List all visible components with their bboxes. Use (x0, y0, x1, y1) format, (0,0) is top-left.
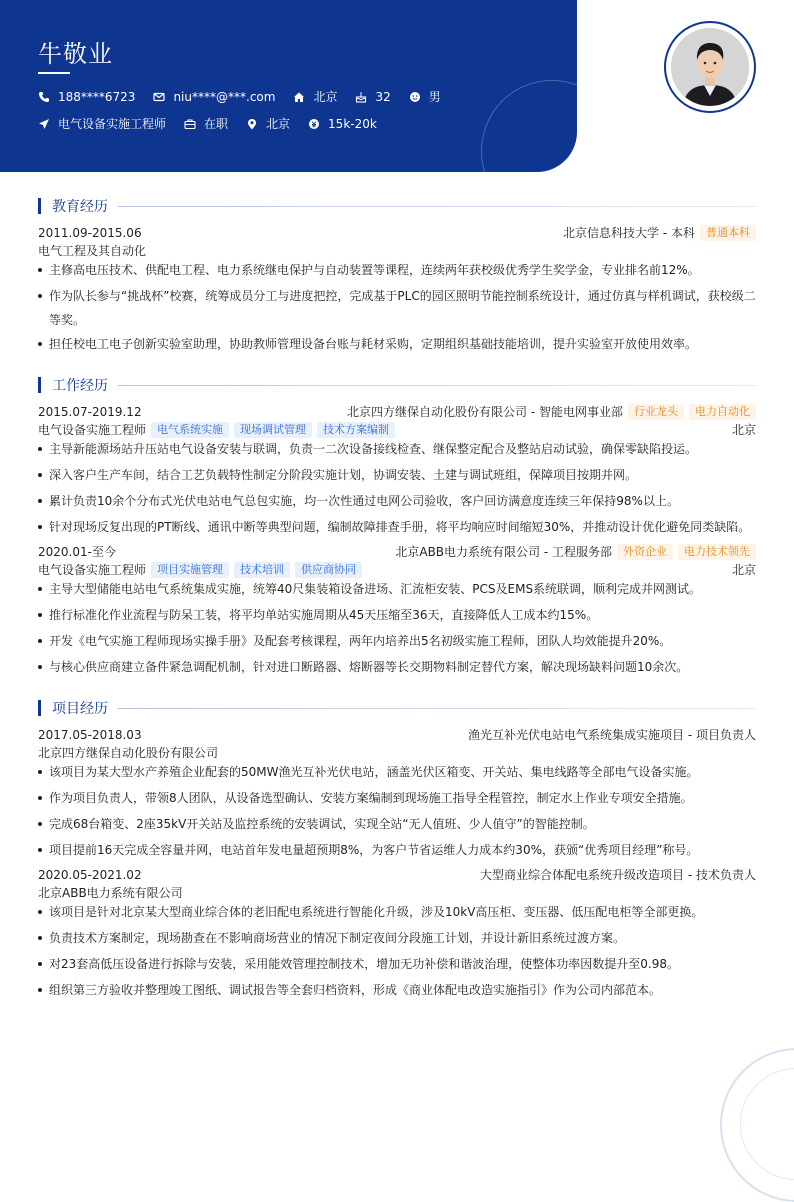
work-city: 北京 (731, 423, 756, 437)
cake-icon (355, 91, 367, 103)
list-item: 累计负责10余个分布式光伏电站电气总包实施，均一次性通过电网公司验收，客户回访满意度连续三年保持98%以上。 (38, 489, 756, 513)
education-tag: 普通本科 (700, 225, 756, 241)
status-value: 在职 (204, 117, 229, 131)
briefcase-icon (184, 118, 196, 130)
name-underline (38, 72, 70, 74)
location-value: 北京 (266, 117, 291, 131)
education-major: 电气工程及其自动化 (38, 244, 147, 258)
company-tag: 行业龙头 (628, 404, 684, 420)
avatar-frame (664, 21, 756, 113)
section-bar (38, 377, 41, 393)
project-title: 大型商业综合体配电系统升级改造项目 - 技术负责人 (480, 868, 756, 882)
work-role: 电气设备实施工程师 (38, 423, 147, 437)
phone-value: 188****6723 (58, 89, 136, 104)
gender-icon (409, 91, 421, 103)
avatar (671, 28, 749, 106)
project-header-row (38, 866, 756, 883)
phone-icon (38, 91, 50, 103)
section-title-work: 工作经历 (52, 378, 108, 394)
list-item: 项目提前16天完成全容量并网，电站首年发电量超预期8%，为客户节省运维人力成本约30%，获颁“优秀项目经理”称号。 (38, 838, 756, 862)
project-date: 2020.05-2021.02 (38, 867, 142, 882)
section-bar (38, 700, 41, 716)
work-date: 2015.07-2019.12 (38, 404, 142, 419)
list-item: 开发《电气实施工程师现场实操手册》及配套考核课程，两年内培养出5名初级实施工程师，团队人均效能提升20%。 (38, 629, 756, 653)
work-right (395, 543, 756, 560)
list-item: 负责技术方案制定，现场勘查在不影响商场营业的情况下制定夜间分段施工计划，并设计新旧系统过渡方案。 (38, 926, 756, 950)
city-value: 北京 (313, 90, 338, 104)
project-title: 渔光互补光伏电站电气系统集成实施项目 - 项目负责人 (468, 728, 756, 742)
list-item: 作为队长参与“挑战杯”校赛，统筹成员分工与进度把控，完成基于PLC的园区照明节能控制系统设计，通过仿真与样机调试，获校级二等奖。 (38, 284, 756, 332)
list-item: 该项目是针对北京某大型商业综合体的老旧配电系统进行智能化升级，涉及10kV高压柜、变压器、低压配电柜等全部更换。 (38, 900, 756, 924)
salary-value: 15k-20k (328, 116, 377, 131)
work-role-group (38, 561, 362, 578)
work-city: 北京 (731, 563, 756, 577)
section-title-project: 项目经历 (52, 701, 108, 717)
skill-tag: 项目实施管理 (151, 562, 229, 578)
work-role-group (38, 421, 395, 438)
work-role-row (38, 421, 756, 438)
work-header-row (38, 543, 756, 560)
status-item (184, 115, 228, 132)
age-value: 32 (375, 89, 391, 104)
skill-tag: 电气系统实施 (151, 422, 229, 438)
section-title-education: 教育经历 (52, 199, 108, 215)
section-work (38, 375, 756, 395)
list-item: 完成68台箱变、2座35kV开关站及监控系统的安装调试，实现全站“无人值班、少人值守”的智能控制。 (38, 812, 756, 836)
education-header-row (38, 224, 756, 241)
work-company: 北京ABB电力系统有限公司 - 工程服务部 (395, 545, 612, 559)
list-item: 针对现场反复出现的PT断线、通讯中断等典型问题，编制故障排查手册，将平均响应时间缩短30%，并推动设计优化避免同类缺陷。 (38, 515, 756, 539)
list-item: 主修高电压技术、供配电工程、电力系统继电保护与自动装置等课程，连续两年获校级优秀学生奖学金，专业排名前12%。 (38, 258, 756, 282)
contact-row (38, 88, 459, 105)
city-item (293, 88, 337, 105)
skill-tag: 技术培训 (234, 562, 290, 578)
section-bar (38, 198, 41, 214)
list-item: 主导新能源场站升压站电气设备安装与联调，负责一二次设备接线检查、继保整定配合及整站启动试验，确保零缺陷投运。 (38, 437, 756, 461)
list-item: 对23套高低压设备进行拆除与安装，采用能效管理控制技术，增加无功补偿和谐波治理，使整体功率因数提升至0.98。 (38, 952, 756, 976)
section-divider (118, 385, 756, 386)
mail-icon (153, 91, 165, 103)
email-value: niu****@***.com (173, 89, 276, 104)
age-item (355, 90, 390, 104)
list-item: 作为项目负责人，带领8人团队，从设备选型确认、安装方案编制到现场施工指导全程管控，制定水上作业专项安全措施。 (38, 786, 756, 810)
list-item: 担任校电工电子创新实验室助理，协助教师管理设备台账与耗材采购，定期组织基础技能培训，提升实验室开放使用效率。 (38, 332, 756, 356)
work-company: 北京四方继保自动化股份有限公司 - 智能电网事业部 (347, 405, 623, 419)
location-icon (246, 118, 258, 130)
section-divider (118, 206, 756, 207)
work-date: 2020.01-至今 (38, 545, 116, 559)
education-major-row (38, 242, 756, 259)
education-school: 北京信息科技大学 - 本科 (563, 226, 695, 240)
money-icon (308, 118, 320, 130)
project-date: 2017.05-2018.03 (38, 727, 142, 742)
profile-name: 牛敬业 (38, 40, 113, 68)
email-item (153, 90, 275, 104)
location-item (246, 115, 290, 132)
company-tag: 外资企业 (617, 544, 673, 560)
work-header-row (38, 403, 756, 420)
job-intent-row (38, 115, 395, 132)
skill-tag: 技术方案编制 (317, 422, 395, 438)
salary-item (308, 117, 377, 131)
section-project (38, 698, 756, 718)
list-item: 深入客户生产车间，结合工艺负载特性制定分阶段实施计划，协调安装、土建与调试班组，保障项目按期并网。 (38, 463, 756, 487)
phone-item (38, 90, 135, 104)
company-tag: 电力技术领先 (678, 544, 756, 560)
section-divider (118, 708, 756, 709)
project-org: 北京四方继保自动化股份有限公司 (38, 746, 219, 760)
list-item: 主导大型储能电站电气系统集成实施，统筹40尺集装箱设备进场、汇流柜安装、PCS及EMS系统联调，顺利完成并网测试。 (38, 577, 756, 601)
skill-tag: 现场调试管理 (234, 422, 312, 438)
list-item: 推行标准化作业流程与防呆工装，将平均单站实施周期从45天压缩至36天，直接降低人工成本约15%。 (38, 603, 756, 627)
work-role-row (38, 561, 756, 578)
list-item: 组织第三方验收并整理竣工图纸、调试报告等全套归档资料，形成《商业体配电改造实施指引》作为公司内部范本。 (38, 978, 756, 1002)
job-item (38, 115, 166, 132)
project-org: 北京ABB电力系统有限公司 (38, 886, 183, 900)
project-org-row (38, 884, 756, 901)
home-icon (293, 91, 305, 103)
gender-value: 男 (428, 90, 441, 104)
gender-item (409, 88, 441, 105)
profile-header (0, 0, 577, 172)
decorative-circle (481, 80, 577, 172)
skill-tag: 供应商协同 (295, 562, 362, 578)
education-right (563, 224, 756, 241)
section-education (38, 196, 756, 216)
send-icon (38, 118, 50, 130)
project-org-row (38, 744, 756, 761)
education-date: 2011.09-2015.06 (38, 225, 142, 240)
project-header-row (38, 726, 756, 743)
work-role: 电气设备实施工程师 (38, 563, 147, 577)
job-value: 电气设备实施工程师 (58, 117, 167, 131)
work-right (347, 403, 756, 420)
company-tag: 电力自动化 (689, 404, 756, 420)
list-item: 与核心供应商建立备件紧急调配机制，针对进口断路器、熔断器等长交期物料制定替代方案，解决现场缺料问题10余次。 (38, 655, 756, 679)
list-item: 该项目为某大型水产养殖企业配套的50MW渔光互补光伏电站，涵盖光伏区箱变、开关站、集电线路等全部电气设备实施。 (38, 760, 756, 784)
